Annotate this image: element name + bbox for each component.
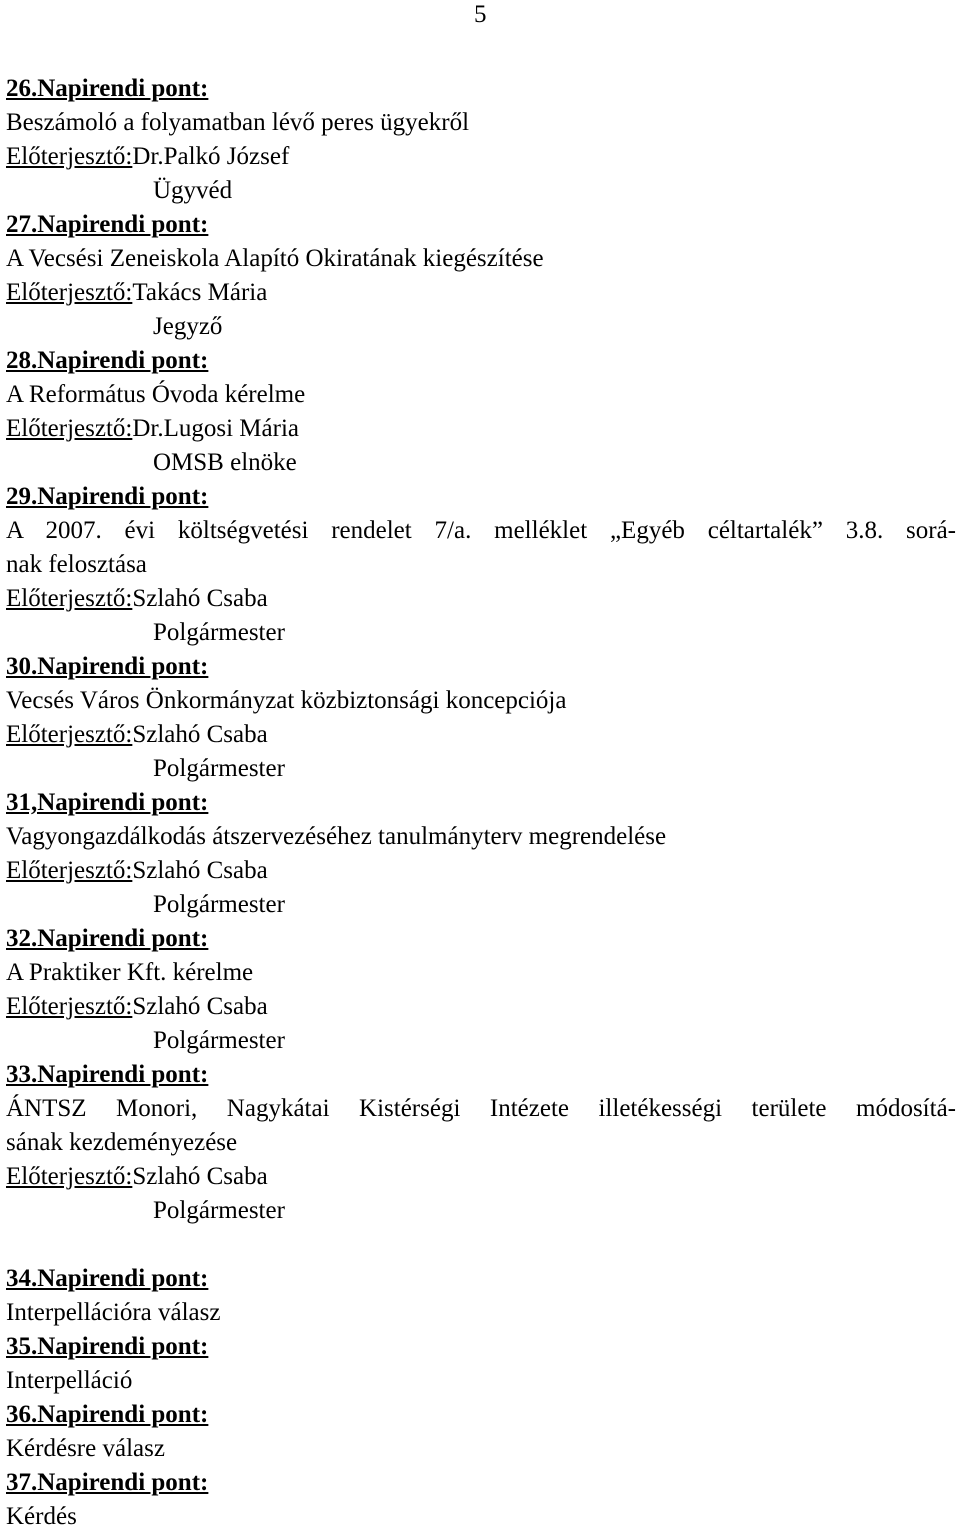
- agenda-heading: 30.Napirendi pont:: [6, 653, 209, 680]
- agenda-title: Kérdés: [6, 1503, 77, 1530]
- agenda-item: [6, 786, 956, 922]
- presenter-name: Szlahó Csaba: [132, 585, 268, 612]
- presenter-role: Polgármester: [153, 891, 285, 918]
- presenter-name: Dr.Palkó József: [132, 143, 290, 170]
- presenter-label: Előterjesztő:: [6, 415, 133, 442]
- agenda-title-continued: nak felosztása: [6, 551, 147, 578]
- agenda-item: [6, 922, 956, 1058]
- agenda-title: Vagyongazdálkodás átszervezéséhez tanulmányterv megrendelése: [6, 823, 667, 850]
- agenda-item: [6, 72, 956, 208]
- agenda-title: Vecsés Város Önkormányzat közbiztonsági koncepciója: [6, 687, 567, 714]
- presenter-line: [6, 140, 956, 174]
- agenda-item: [6, 650, 956, 786]
- presenter-label: Előterjesztő:: [6, 143, 133, 170]
- presenter-line: [6, 582, 956, 616]
- presenter-role: OMSB elnöke: [153, 449, 297, 476]
- agenda-item: [6, 1330, 956, 1398]
- presenter-role: Ügyvéd: [153, 177, 233, 204]
- agenda-heading: 28.Napirendi pont:: [6, 347, 209, 374]
- blank-line: [6, 1228, 956, 1262]
- agenda-title: A Praktiker Kft. kérelme: [6, 959, 254, 986]
- agenda-heading: 35.Napirendi pont:: [6, 1333, 209, 1360]
- agenda-heading: 29.Napirendi pont:: [6, 483, 209, 510]
- agenda-item: [6, 1262, 956, 1330]
- presenter-name: Takács Mária: [132, 279, 268, 306]
- agenda-heading: 36.Napirendi pont:: [6, 1401, 209, 1428]
- agenda-item: [6, 208, 956, 344]
- agenda-heading: 32.Napirendi pont:: [6, 925, 209, 952]
- presenter-name: Szlahó Csaba: [132, 721, 268, 748]
- agenda-title: A 2007. évi költségvetési rendelet 7/a. melléklet „Egyéb céltartalék” 3.8. sorá-: [6, 517, 956, 544]
- presenter-label: Előterjesztő:: [6, 279, 133, 306]
- agenda-item: [6, 1466, 956, 1534]
- presenter-label: Előterjesztő:: [6, 585, 133, 612]
- presenter-line: [6, 276, 956, 310]
- agenda-heading: 34.Napirendi pont:: [6, 1265, 209, 1292]
- agenda-heading: 37.Napirendi pont:: [6, 1469, 209, 1496]
- agenda-heading: 31,Napirendi pont:: [6, 789, 209, 816]
- agenda-title: A Vecsési Zeneiskola Alapító Okiratának kiegészítése: [6, 245, 544, 272]
- agenda-heading: 26.Napirendi pont:: [6, 75, 209, 102]
- presenter-name: Dr.Lugosi Mária: [132, 415, 299, 442]
- presenter-role: Jegyző: [153, 313, 223, 340]
- presenter-name: Szlahó Csaba: [132, 993, 268, 1020]
- agenda-heading: 33.Napirendi pont:: [6, 1061, 209, 1088]
- agenda-title-continued: sának kezdeményezése: [6, 1129, 238, 1156]
- agenda-title: Interpelláció: [6, 1367, 133, 1394]
- presenter-line: [6, 1160, 956, 1194]
- agenda-title: ÁNTSZ Monori, Nagykátai Kistérségi Intézete illetékességi területe módosítá-: [6, 1095, 956, 1122]
- agenda-title: A Református Óvoda kérelme: [6, 381, 306, 408]
- page-number: 5: [474, 1, 487, 28]
- agenda-item: [6, 1398, 956, 1466]
- agenda-list: [6, 72, 956, 1534]
- presenter-label: Előterjesztő:: [6, 993, 133, 1020]
- agenda-title: Kérdésre válasz: [6, 1435, 165, 1462]
- presenter-line: [6, 854, 956, 888]
- presenter-label: Előterjesztő:: [6, 1163, 133, 1190]
- presenter-role: Polgármester: [153, 619, 285, 646]
- presenter-role: Polgármester: [153, 1027, 285, 1054]
- agenda-title: Interpellációra válasz: [6, 1299, 221, 1326]
- agenda-item: [6, 344, 956, 480]
- presenter-line: [6, 718, 956, 752]
- presenter-name: Szlahó Csaba: [132, 857, 268, 884]
- presenter-role: Polgármester: [153, 755, 285, 782]
- agenda-heading: 27.Napirendi pont:: [6, 211, 209, 238]
- presenter-name: Szlahó Csaba: [132, 1163, 268, 1190]
- presenter-label: Előterjesztő:: [6, 721, 133, 748]
- presenter-line: [6, 990, 956, 1024]
- agenda-item: [6, 480, 956, 650]
- agenda-title: Beszámoló a folyamatban lévő peres ügyekről: [6, 109, 470, 136]
- presenter-label: Előterjesztő:: [6, 857, 133, 884]
- presenter-role: Polgármester: [153, 1197, 285, 1224]
- agenda-item: [6, 1058, 956, 1228]
- presenter-line: [6, 412, 956, 446]
